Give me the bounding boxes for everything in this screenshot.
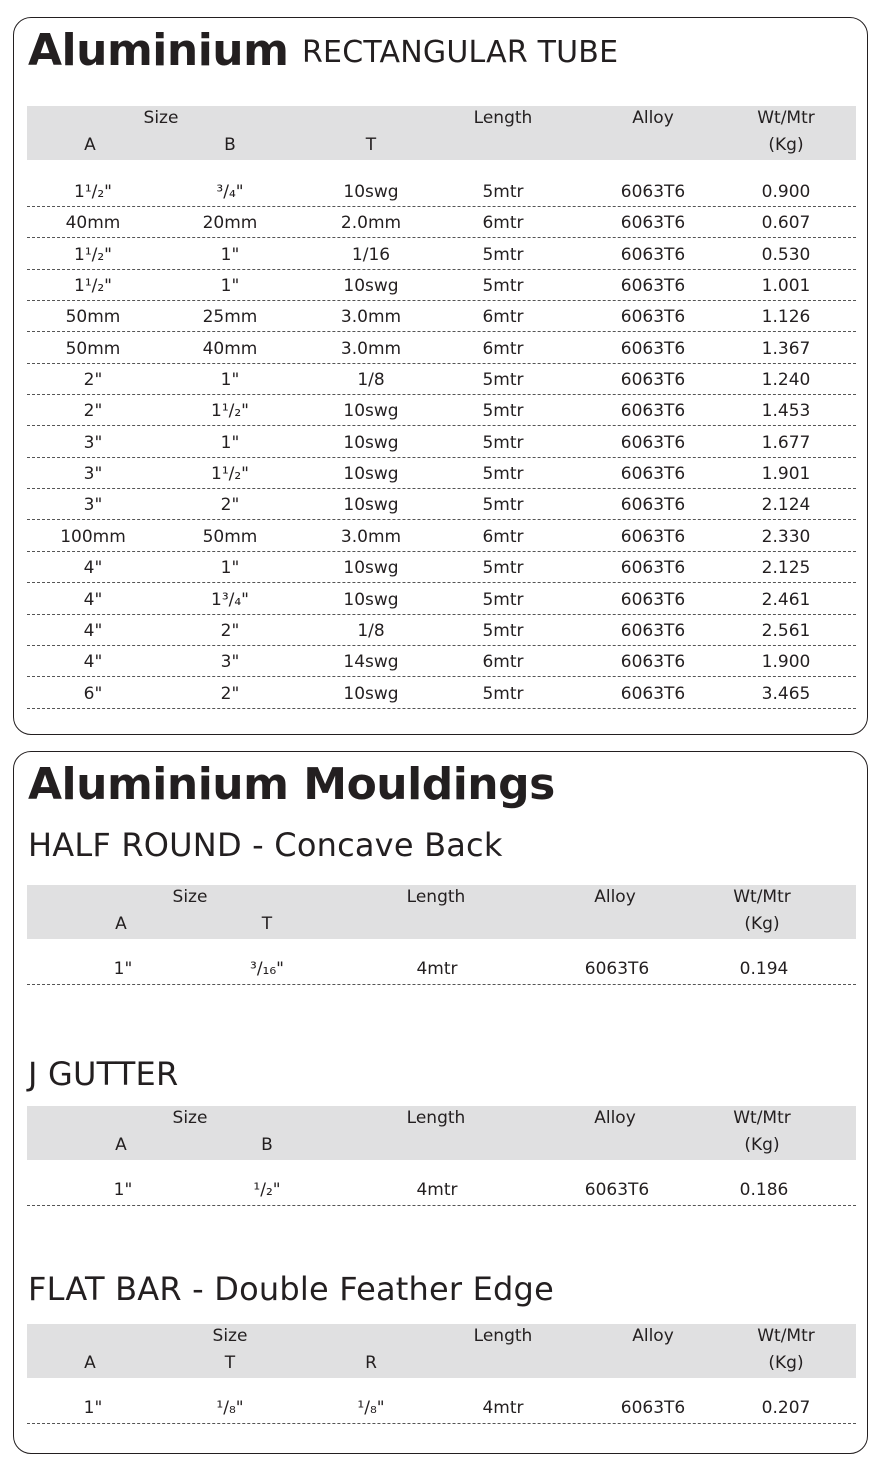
half-round-subtitle: HALF ROUND - Concave Back — [28, 826, 503, 864]
cell-b: 3" — [220, 652, 240, 673]
table-row — [27, 676, 856, 708]
cell-a: 1" — [113, 959, 133, 979]
cell-length: 5mtr — [482, 244, 524, 265]
header-length: Length — [406, 887, 466, 907]
header-length: Length — [473, 108, 533, 128]
cell-a: 3" — [83, 464, 103, 485]
cell-b: 1³/₄" — [211, 589, 249, 610]
cell-wt: 1.240 — [761, 370, 811, 391]
header-b: B — [261, 1135, 273, 1155]
cell-t: 10swg — [343, 495, 399, 516]
cell-length: 5mtr — [482, 276, 524, 297]
cell-a: 4" — [83, 652, 103, 673]
cell-t: ³/₁₆" — [250, 959, 284, 979]
cell-alloy: 6063T6 — [620, 401, 686, 422]
section-title: Aluminium — [28, 25, 289, 76]
j-gutter-subtitle: J GUTTER — [28, 1055, 179, 1093]
cell-wt: 0.900 — [761, 182, 811, 202]
cell-alloy: 6063T6 — [620, 652, 686, 673]
cell-length: 5mtr — [482, 401, 524, 422]
header-t: T — [224, 1353, 236, 1373]
cell-b: ¹/₂" — [253, 1180, 281, 1200]
table-row — [27, 582, 856, 614]
cell-wt: 2.561 — [761, 620, 811, 641]
cell-alloy: 6063T6 — [620, 495, 686, 516]
cell-length: 5mtr — [482, 558, 524, 579]
cell-wt: 2.461 — [761, 589, 811, 610]
cell-wt: 2.330 — [761, 526, 811, 547]
cell-alloy: 6063T6 — [620, 432, 686, 453]
section-subtitle: RECTANGULAR TUBE — [302, 35, 619, 70]
cell-alloy: 6063T6 — [620, 370, 686, 391]
cell-r: ¹/₈" — [357, 1398, 385, 1418]
cell-wt: 1.900 — [761, 652, 811, 673]
cell-b: 1" — [220, 432, 240, 453]
cell-t: 1/8 — [357, 370, 385, 391]
cell-b: 1¹/₂" — [211, 401, 249, 422]
cell-wt: 0.607 — [761, 213, 811, 234]
cell-t: 10swg — [343, 401, 399, 422]
cell-wt: 1.126 — [761, 307, 811, 328]
cell-a: 2" — [83, 401, 103, 422]
cell-t: 10swg — [343, 589, 399, 610]
header-wt: Wt/Mtr — [733, 1108, 791, 1128]
cell-t: 3.0mm — [340, 338, 402, 359]
cell-b: 2" — [220, 495, 240, 516]
header-a: A — [84, 135, 96, 155]
cell-alloy: 6063T6 — [620, 620, 686, 641]
cell-wt: 0.194 — [739, 959, 789, 979]
cell-b: 1¹/₂" — [211, 464, 249, 485]
cell-b: 2" — [220, 683, 240, 704]
cell-wt: 1.677 — [761, 432, 811, 453]
cell-wt: 0.186 — [739, 1180, 789, 1200]
cell-b: 1" — [220, 558, 240, 579]
cell-a: 1¹/₂" — [74, 244, 112, 265]
cell-t: 14swg — [343, 652, 399, 673]
header-kg: (Kg) — [768, 1353, 804, 1373]
table-row — [27, 520, 856, 552]
cell-wt: 1.453 — [761, 401, 811, 422]
cell-alloy: 6063T6 — [620, 1398, 686, 1418]
header-size: Size — [143, 108, 179, 128]
cell-alloy: 6063T6 — [620, 558, 686, 579]
cell-t: 2.0mm — [340, 213, 402, 234]
table-row — [27, 363, 856, 395]
cell-a: 2" — [83, 370, 103, 391]
cell-length: 6mtr — [482, 213, 524, 234]
table-row — [27, 488, 856, 520]
cell-a: 3" — [83, 495, 103, 516]
cell-b: 1" — [220, 244, 240, 265]
cell-a: 1¹/₂" — [74, 276, 112, 297]
cell-alloy: 6063T6 — [620, 213, 686, 234]
cell-length: 6mtr — [482, 526, 524, 547]
table-row — [27, 645, 856, 677]
header-alloy: Alloy — [594, 887, 636, 907]
cell-b: 1" — [220, 370, 240, 391]
cell-a: 50mm — [65, 338, 121, 359]
j-gutter-header — [27, 1106, 856, 1160]
table-row — [27, 331, 856, 363]
cell-length: 5mtr — [482, 589, 524, 610]
cell-b: 40mm — [202, 338, 258, 359]
cell-wt: 0.530 — [761, 244, 811, 265]
header-kg: (Kg) — [768, 135, 804, 155]
cell-t: 10swg — [343, 683, 399, 704]
header-a: A — [115, 1135, 127, 1155]
table-row — [27, 614, 856, 646]
cell-alloy: 6063T6 — [620, 244, 686, 265]
cell-alloy: 6063T6 — [620, 526, 686, 547]
cell-wt: 2.124 — [761, 495, 811, 516]
cell-wt: 1.001 — [761, 276, 811, 297]
table-row — [27, 1174, 856, 1206]
cell-a: 4" — [83, 589, 103, 610]
header-length: Length — [406, 1108, 466, 1128]
header-t: T — [261, 914, 273, 934]
cell-length: 4mtr — [416, 1180, 458, 1200]
table-row — [27, 953, 856, 985]
table-row — [27, 1392, 856, 1424]
cell-b: 20mm — [202, 213, 258, 234]
cell-length: 6mtr — [482, 338, 524, 359]
cell-length: 6mtr — [482, 307, 524, 328]
cell-wt: 1.367 — [761, 338, 811, 359]
cell-alloy: 6063T6 — [620, 338, 686, 359]
table-row — [27, 206, 856, 238]
header-length: Length — [473, 1326, 533, 1346]
cell-a: 4" — [83, 558, 103, 579]
cell-a: 1¹/₂" — [74, 182, 112, 202]
cell-a: 40mm — [65, 213, 121, 234]
cell-length: 4mtr — [416, 959, 458, 979]
cell-a: 6" — [83, 683, 103, 704]
header-kg: (Kg) — [744, 914, 780, 934]
cell-alloy: 6063T6 — [620, 307, 686, 328]
header-b: B — [224, 135, 236, 155]
cell-a: 100mm — [60, 526, 126, 547]
table-row — [27, 237, 856, 269]
cell-a: 4" — [83, 620, 103, 641]
table-row — [27, 551, 856, 583]
table-row — [27, 425, 856, 457]
cell-wt: 0.207 — [761, 1398, 811, 1418]
cell-t: 1/16 — [351, 244, 391, 265]
header-t: T — [365, 135, 377, 155]
cell-a: 1" — [113, 1180, 133, 1200]
cell-t: 10swg — [343, 464, 399, 485]
cell-b: 2" — [220, 620, 240, 641]
cell-wt: 1.901 — [761, 464, 811, 485]
header-alloy: Alloy — [594, 1108, 636, 1128]
cell-length: 5mtr — [482, 495, 524, 516]
cell-a: 1" — [83, 1398, 103, 1418]
table-header — [27, 106, 856, 160]
cell-length: 5mtr — [482, 182, 524, 202]
cell-b: 50mm — [202, 526, 258, 547]
cell-alloy: 6063T6 — [620, 276, 686, 297]
cell-length: 6mtr — [482, 652, 524, 673]
section-title: Aluminium Mouldings — [28, 759, 555, 810]
header-size: Size — [212, 1326, 248, 1346]
flat-bar-subtitle: FLAT BAR - Double Feather Edge — [28, 1270, 554, 1308]
header-r: R — [365, 1353, 377, 1373]
cell-alloy: 6063T6 — [584, 959, 650, 979]
cell-t: 3.0mm — [340, 526, 402, 547]
table-row — [27, 457, 856, 489]
cell-length: 4mtr — [482, 1398, 524, 1418]
cell-alloy: 6063T6 — [620, 182, 686, 202]
table-row — [27, 269, 856, 301]
cell-alloy: 6063T6 — [620, 589, 686, 610]
cell-alloy: 6063T6 — [620, 683, 686, 704]
cell-b: 1" — [220, 276, 240, 297]
header-size: Size — [172, 1108, 208, 1128]
header-a: A — [84, 1353, 96, 1373]
cell-length: 5mtr — [482, 683, 524, 704]
cell-wt: 3.465 — [761, 683, 811, 704]
cell-b: ³/₄" — [216, 182, 244, 202]
header-alloy: Alloy — [632, 1326, 674, 1346]
header-wt: Wt/Mtr — [757, 108, 815, 128]
header-wt: Wt/Mtr — [733, 887, 791, 907]
cell-t: 10swg — [343, 276, 399, 297]
cell-length: 5mtr — [482, 432, 524, 453]
cell-t: 10swg — [343, 558, 399, 579]
cell-alloy: 6063T6 — [620, 464, 686, 485]
cell-alloy: 6063T6 — [584, 1180, 650, 1200]
header-kg: (Kg) — [744, 1135, 780, 1155]
cell-a: 3" — [83, 432, 103, 453]
cell-t: 10swg — [343, 432, 399, 453]
header-size: Size — [172, 887, 208, 907]
cell-wt: 2.125 — [761, 558, 811, 579]
cell-a: 50mm — [65, 307, 121, 328]
header-a: A — [115, 914, 127, 934]
cell-length: 5mtr — [482, 370, 524, 391]
cell-b: 25mm — [202, 307, 258, 328]
flat-bar-header — [27, 1324, 856, 1378]
table-row — [27, 300, 856, 332]
header-alloy: Alloy — [632, 108, 674, 128]
cell-t: 1/8 — [357, 620, 385, 641]
cell-t: 3.0mm — [340, 307, 402, 328]
table-row — [27, 394, 856, 426]
cell-t: 10swg — [343, 182, 399, 202]
cell-length: 5mtr — [482, 620, 524, 641]
table-row — [27, 174, 856, 207]
half-round-header — [27, 885, 856, 939]
cell-t: ¹/₈" — [216, 1398, 244, 1418]
cell-length: 5mtr — [482, 464, 524, 485]
header-wt: Wt/Mtr — [757, 1326, 815, 1346]
